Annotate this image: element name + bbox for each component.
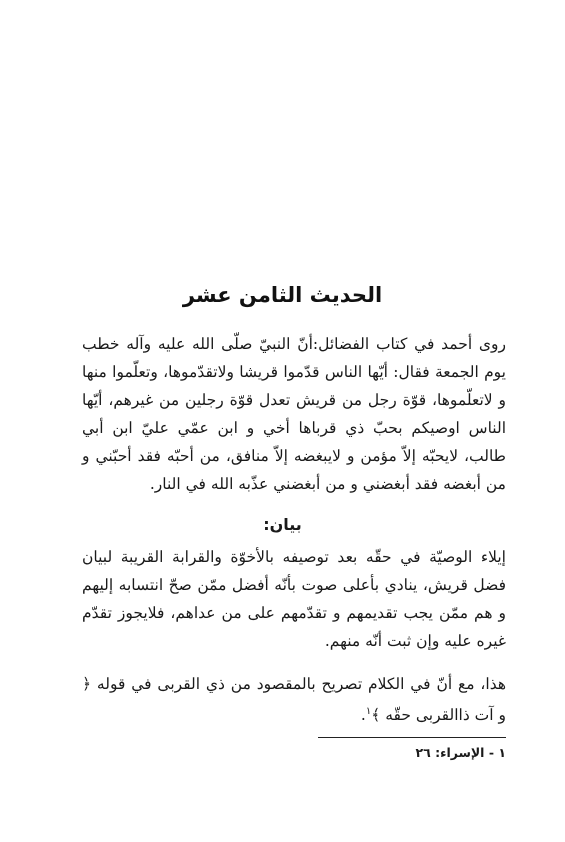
section-heading: بيان: xyxy=(263,515,302,534)
footnote-marker: ١ xyxy=(365,706,372,717)
explanation-paragraph: إيلاء الوصيّة في حقّه بعد توصيفه بالأخوّة والقرابة القريبة لبيان فضل قريش، ينادي بأعلى صوت بأنّه أفضل ممّن صحّ انتسابه إليهم و هم ممّن يجب تقديمهم و تقدّمهم على من عداهم، فلايجوز تقدّم غيره عليه وإن ثبت أنّه منهم. xyxy=(82,548,506,650)
quran-reference-paragraph: هذا، مع أنّ في الكلام تصريح بالمقصود من ذي القربى في قوله ﴿ و آت ذاالقربى حقّه ﴾$^١$. xyxy=(82,675,506,725)
footnote-divider xyxy=(318,737,506,738)
hadith-paragraph: روى أحمد في كتاب الفضائل:أنّ النبيّ صلّى الله عليه وآله خطب يوم الجمعة فقال: أيّها الناس قدّموا قريشا ولاتقدّموها، وتعلّموا منها و لاتعلّموها، قوّة رجل من قريش تعدل قوّة رجلين من غيرهم، أيّها الناس اوصيكم بحبّ ذي قرباها أخي و ابن عمّي عليّ ابن أبي طالب، لايحبّه إلاّ مؤمن و لايبغضه إلاّ منافق، من أحبّه فقد أحبّني و من أبغضه فقد أبغضني و من أبغضني عذّبه الله في النار. xyxy=(82,335,506,493)
chapter-title: الحديث الثامن عشر xyxy=(182,283,383,307)
quran-reference-text: هذا، مع أنّ في الكلام تصريح بالمقصود من ذي القربى في قوله ﴿ و آت ذاالقربى حقّه ﴾ xyxy=(82,675,506,725)
footnote: ١ - الإسراء: ٢٦ xyxy=(415,745,506,760)
